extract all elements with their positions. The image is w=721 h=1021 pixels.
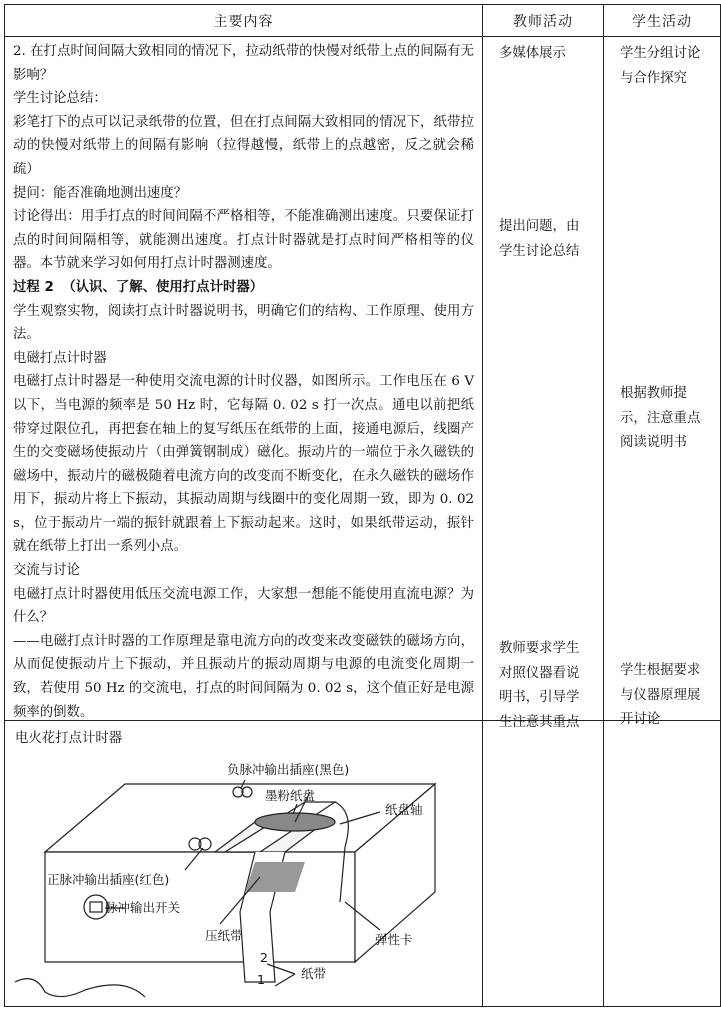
exchange-answer: ——电磁打点计时器的工作原理是靠电流方向的改变来改变磁铁的磁场方向，从而促使振动片上下振动，并且振动片的振动周期与电源的电流变化周期一致，若使用 50 Hz 的交流电，打点的时间间隔为 0. 02 s，这个值正好是电源频率的倒数。 xyxy=(13,633,474,720)
question-speed: 提问：能否准确地测出速度？ xyxy=(13,185,188,201)
label-spring-clip: 弹性卡 xyxy=(375,932,413,947)
question-2: 2. 在打点时间间隔大致相同的情况下，拉动纸带的快慢对纸带上点的间隔有无影响？ xyxy=(13,44,474,83)
student-activity-2: 根据教师提示，注意重点阅读说明书 xyxy=(620,386,701,450)
teacher-activity-3: 教师要求学生对照仪器看说明书，引导学生注意其重点 xyxy=(499,641,580,730)
lesson-table xyxy=(4,4,721,1007)
student-activity-1: 学生分组讨论与合作探究 xyxy=(620,46,701,86)
discussion-heading: 学生讨论总结： xyxy=(13,91,107,107)
box-front-face xyxy=(45,852,355,962)
header-row xyxy=(5,5,721,37)
lesson-plan-page xyxy=(4,4,717,1017)
teacher-activity-2: 提出问题，由学生讨论总结 xyxy=(499,219,580,259)
label-press-tape: 压纸带 xyxy=(205,928,243,943)
figure-cell xyxy=(5,721,483,1007)
process-2-title: （认识、了解、使用打点计时器） xyxy=(62,279,264,295)
student-activity-cell xyxy=(604,37,721,727)
teacher-activity-1: 多媒体展示 xyxy=(499,46,566,61)
figure-student-cell xyxy=(604,721,721,1007)
header-main: 主要内容 xyxy=(5,5,483,37)
em-timer-heading: 电磁打点计时器 xyxy=(13,350,107,366)
student-activity-3: 学生根据要求与仪器原理展开讨论 xyxy=(620,663,701,727)
label-mark-2: 2 xyxy=(260,950,268,965)
label-ink-disc: 墨粉纸盘 xyxy=(265,788,316,803)
ptr-tape-b xyxy=(275,974,295,986)
label-disc-axis: 纸盘轴 xyxy=(385,802,423,817)
em-timer-description: 电磁打点计时器是一种使用交流电源的计时仪器，如图所示。工作电压在 6 V 以下，当电源的频率是 50 Hz 时，它每隔 0. 02 s 打一次点。通电以前把纸带穿过限位孔，再把套在轴上的复写纸压在纸带的上面，接通电源后，线圈产生的交变磁场使振动片（由弹簧钢制成）磁化。振动片的一端位于永久磁铁的磁场中，振动片的磁极随着电流方向的改变而不断变化，在永久磁铁的磁场作用下，振动片将上下振动，其振动周期与线圈中的变化周期一致，即为 0. 02 s，位于振动片一端的振针就跟着上下振动起来。这时，如果纸带运动，振针就在纸带上打出一系列小点。 xyxy=(13,374,474,555)
process-2-label: 过程 2 xyxy=(13,279,54,295)
figure-teacher-cell xyxy=(483,721,604,1007)
power-cable xyxy=(15,979,145,997)
observe-instruction: 学生观察实物，阅读打点计时器说明书，明确它们的结构、工作原理、使用方法。 xyxy=(13,303,474,343)
press-tape-block xyxy=(245,862,305,892)
exchange-question: 电磁打点计时器使用低压交流电源工作，大家想一想能不能使用直流电源？为什么？ xyxy=(13,586,474,626)
header-student: 学生活动 xyxy=(604,5,721,37)
label-pulse-switch: 脉冲输出开关 xyxy=(105,900,181,915)
process-2-heading xyxy=(13,276,474,300)
discussion-conclusion: 讨论得出：用手打点的时间间隔不严格相等，不能准确测出速度。只要保证打点的时间间隔相等，就能测出速度。打点计时器就是打点时间严格相等的仪器。本节就来学习如何用打点计时器测速度。 xyxy=(13,209,474,272)
label-mark-1: 1 xyxy=(257,972,265,987)
figure-row xyxy=(5,721,721,1007)
header-teacher: 教师活动 xyxy=(483,5,604,37)
content-row xyxy=(5,37,721,721)
main-content-cell xyxy=(5,37,483,721)
label-tape: 纸带 xyxy=(301,966,327,981)
discussion-summary: 彩笔打下的点可以记录纸带的位置，但在打点间隔大致相同的情况下，纸带拉动的快慢对纸带上的间隔有影响（拉得越慢，纸带上的点越密，反之就会稀疏） xyxy=(13,114,474,177)
exchange-heading: 交流与讨论 xyxy=(13,563,80,579)
label-neg-socket: 负脉冲输出插座(黑色) xyxy=(227,762,350,777)
spark-timer-diagram xyxy=(5,752,480,1002)
teacher-activity-cell xyxy=(483,37,604,730)
label-pos-socket: 正脉冲输出插座(红色) xyxy=(47,872,170,887)
figure-title: 电火花打点计时器 xyxy=(15,731,123,746)
